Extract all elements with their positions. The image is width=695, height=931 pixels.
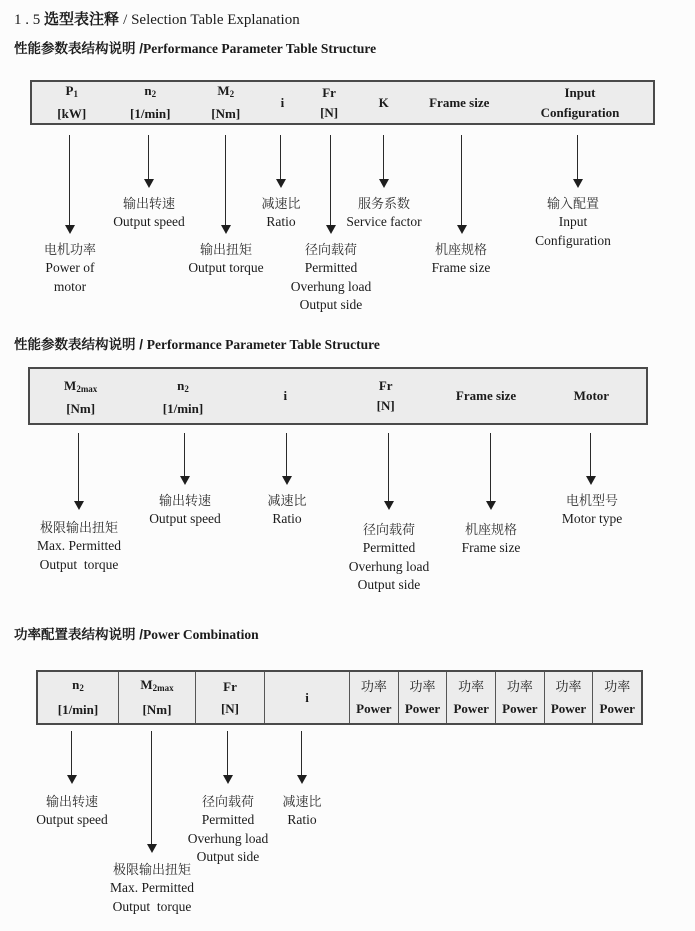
col-header-power-4: 功率 Power xyxy=(495,672,544,723)
col-header-n2: $n_2$ [1/min] xyxy=(162,378,204,416)
down-arrow xyxy=(457,135,467,234)
col-header-motor: Motor xyxy=(573,388,610,403)
down-arrow xyxy=(586,433,596,485)
col-header-m2max: $M_{2max}$ [Nm] xyxy=(64,378,98,416)
section2-heading: 性能参数表结构说明 / Performance Parameter Table Structure xyxy=(14,337,380,352)
page-title xyxy=(14,8,300,29)
col-header-power-2: 功率 Power xyxy=(398,672,447,723)
label-frame-size: 机座规格 Frame size xyxy=(461,522,521,555)
col-header-k: K xyxy=(378,94,389,110)
label-ratio: 减速比 Ratio xyxy=(282,794,322,827)
col-header-frame-size: Frame size xyxy=(455,388,517,403)
col-header-m2: $M_2$ [Nm] xyxy=(211,83,241,121)
label-output-speed: 输出转速 Output speed xyxy=(36,794,108,827)
col-header-m2max: $M_{2max}$ [Nm] xyxy=(118,672,195,723)
down-arrow xyxy=(74,433,84,510)
page-title-zh: 选型表注释 xyxy=(44,11,124,28)
col-header-i: i xyxy=(280,94,285,110)
down-arrow xyxy=(379,135,389,188)
down-arrow xyxy=(180,433,190,485)
col-header-p1: $P_1$ [kW] xyxy=(57,83,87,121)
page-title-en: Selection Table Explanation xyxy=(131,12,300,28)
down-arrow xyxy=(276,135,286,188)
label-overhung-load: 径向载荷 Permitted Overhung load Output side xyxy=(290,242,372,312)
label-max-output-torque: 极限输出扭矩 Max. Permitted Output torque xyxy=(110,862,194,914)
label-ratio: 减速比 Ratio xyxy=(267,493,307,526)
col-header-fr: Fr [N] xyxy=(320,84,339,120)
col-header-n2: $n_2$ [1/min] xyxy=(130,83,171,121)
title-separator: / xyxy=(123,12,132,28)
label-output-speed: 输出转速 Output speed xyxy=(149,493,221,526)
down-arrow xyxy=(326,135,336,234)
label-output-torque: 输出扭矩 Output torque xyxy=(188,242,264,275)
down-arrow xyxy=(282,433,292,485)
col-header-power-6: 功率 Power xyxy=(592,672,641,723)
label-service-factor: 服务系数 Service factor xyxy=(346,196,422,229)
label-overhung-load: 径向载荷 Permitted Overhung load Output side xyxy=(187,794,269,864)
down-arrow xyxy=(223,731,233,784)
down-arrow xyxy=(65,135,75,234)
performance-table-2 xyxy=(28,367,648,425)
col-header-i: i xyxy=(283,388,288,403)
col-header-power-5: 功率 Power xyxy=(544,672,593,723)
label-max-output-torque: 极限输出扭矩 Max. Permitted Output torque xyxy=(37,520,121,572)
down-arrow xyxy=(384,433,394,510)
label-overhung-load: 径向载荷 Permitted Overhung load Output side xyxy=(348,522,430,592)
down-arrow xyxy=(147,731,157,853)
col-header-power-1: 功率 Power xyxy=(349,672,398,723)
down-arrow xyxy=(221,135,231,234)
label-frame-size: 机座规格 Frame size xyxy=(431,242,491,275)
down-arrow xyxy=(67,731,77,784)
section3-heading: 功率配置表结构说明 /Power Combination xyxy=(14,627,259,642)
performance-table-1 xyxy=(30,80,655,125)
col-header-frame-size: Frame size xyxy=(429,94,490,110)
col-header-n2: $n_2$ [1/min] xyxy=(57,677,99,717)
label-output-speed: 输出转速 Output speed xyxy=(113,196,185,229)
down-arrow xyxy=(486,433,496,510)
col-header-fr: Fr [N] xyxy=(376,378,395,413)
down-arrow xyxy=(297,731,307,784)
col-header-input-configuration: Input Configuration xyxy=(540,84,620,120)
col-header-fr: Fr [N] xyxy=(195,672,264,723)
section1-heading: 性能参数表结构说明 /Performance Parameter Table Structure xyxy=(14,41,377,56)
section-number: 1 . 5 xyxy=(14,12,44,28)
label-motor-type: 电机型号 Motor type xyxy=(561,493,623,526)
down-arrow xyxy=(573,135,583,188)
power-combination-table xyxy=(36,670,643,725)
label-power-of-motor: 电机功率 Power of motor xyxy=(43,242,97,294)
col-header-power-3: 功率 Power xyxy=(446,672,495,723)
down-arrow xyxy=(144,135,154,188)
col-header-i: i xyxy=(264,672,349,723)
label-ratio: 减速比 Ratio xyxy=(261,196,301,229)
label-input-configuration: 输入配置 Input Configuration xyxy=(535,196,611,248)
